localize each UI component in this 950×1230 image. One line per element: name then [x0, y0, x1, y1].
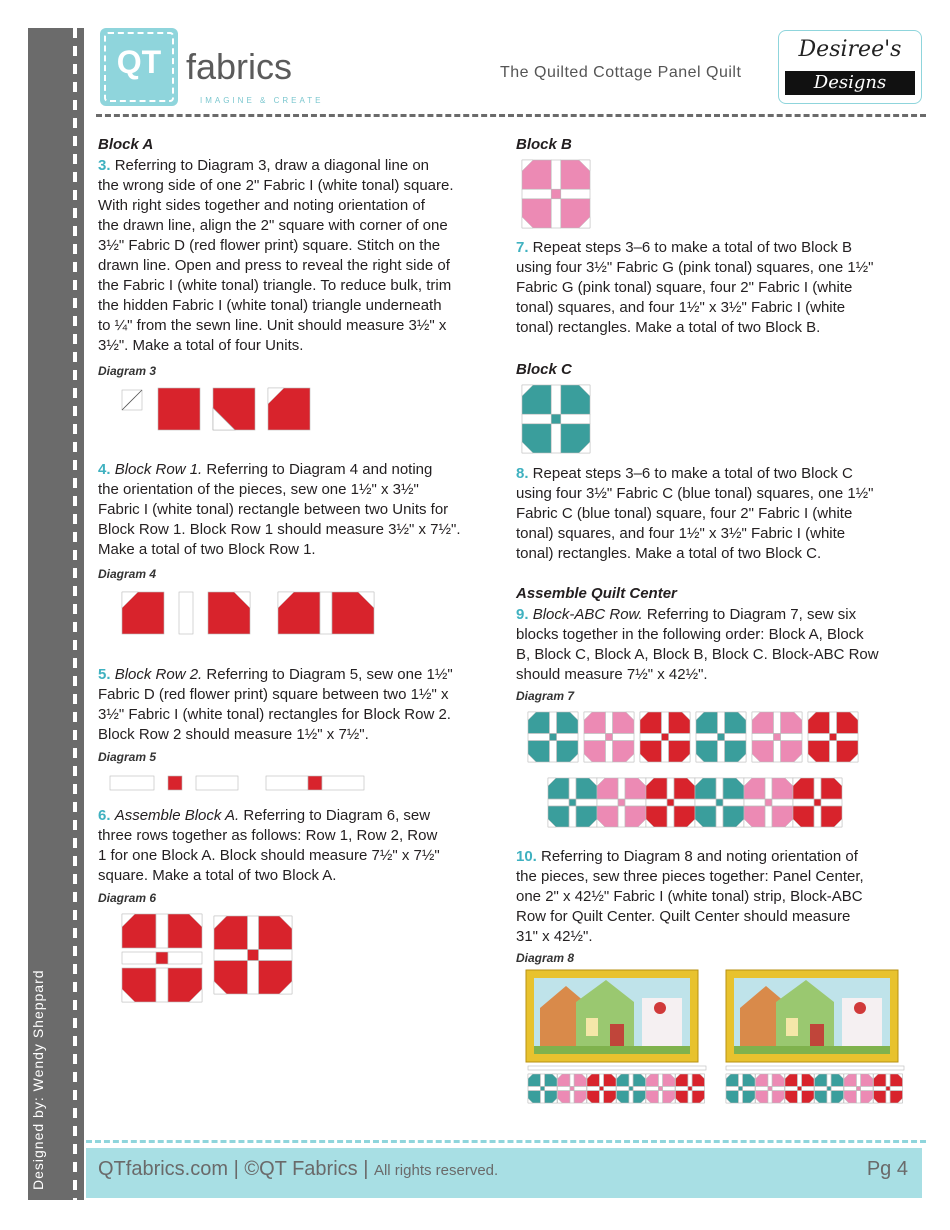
step-7-number: 7. — [516, 239, 529, 256]
white-rectangle — [561, 414, 590, 424]
white-rectangle — [726, 1086, 738, 1090]
white-rectangle — [861, 1086, 873, 1090]
white-rectangle — [569, 778, 576, 799]
document-title: The Quilted Cottage Panel Quilt — [500, 64, 742, 81]
fabrics-logo-text: fabrics — [186, 46, 293, 87]
step-4-line: Fabric I (white tonal) rectangle between two Units for — [98, 501, 449, 518]
step-7-text — [516, 238, 936, 338]
center-square — [606, 734, 613, 741]
white-rectangle — [662, 712, 669, 734]
diagram-8 — [526, 968, 916, 1108]
step-10-number: 10. — [516, 848, 537, 865]
panel-flower — [654, 1002, 666, 1014]
white-rectangle — [658, 1074, 662, 1086]
white-rectangle — [890, 1086, 902, 1090]
step-6-line: square. Make a total of two Block A. — [98, 867, 337, 884]
step-6-line: Referring to Diagram 6, sew — [239, 807, 431, 824]
white-strip — [528, 1066, 706, 1070]
step-3-line: 3½". Make a total of four Units. — [98, 337, 304, 354]
block-c-diagram — [522, 385, 592, 455]
step-5-line: Referring to Diagram 5, sew one 1½" — [202, 666, 453, 683]
step-8-line: tonal) squares, and four 1½" x 3½" Fabric I (white — [516, 525, 846, 542]
step-3-line: the drawn line, align the 2" square with corner of one — [98, 217, 448, 234]
white-rectangle — [618, 806, 625, 827]
step-3-line: to ¼" from the sewn line. Unit should measure 3½" x — [98, 317, 447, 334]
footer-bar — [86, 1148, 922, 1198]
designer-credit: Designed by: Wendy Sheppard — [30, 969, 46, 1190]
center-square — [768, 1086, 772, 1090]
diagram-5 — [110, 774, 370, 792]
logo-tagline: IMAGINE & CREATE — [200, 96, 324, 105]
white-rectangle — [569, 806, 576, 827]
diagram-6 — [122, 912, 302, 998]
white-rectangle — [584, 734, 606, 741]
white-rectangle — [886, 1074, 890, 1086]
house-window — [586, 1018, 598, 1036]
designer-logo-top: Desiree's — [798, 37, 902, 62]
white-rectangle — [110, 776, 154, 790]
step-5-line: Block Row 2 should measure 1½" x 7½". — [98, 726, 369, 743]
white-rectangle — [522, 414, 551, 424]
white-rectangle — [646, 799, 667, 806]
white-rectangle — [830, 712, 837, 734]
white-rectangle — [765, 806, 772, 827]
white-rectangle — [692, 1086, 704, 1090]
white-rectangle — [248, 960, 259, 994]
white-rectangle — [716, 806, 723, 827]
white-rectangle — [785, 1086, 797, 1090]
white-rectangle — [756, 1086, 768, 1090]
step-8-line: tonal) rectangles. Make a total of two Block C. — [516, 545, 822, 562]
center-square — [629, 1086, 633, 1090]
white-strip — [726, 1066, 904, 1070]
step-3-line: the Fabric I (white tonal) triangle. To reduce bulk, trim — [98, 277, 452, 294]
diagram-7 — [528, 712, 868, 832]
white-rectangle — [814, 806, 821, 827]
step-3-line: With right sides together and noting orientation of — [98, 197, 425, 214]
footer-rights: All rights reserved. — [373, 1162, 499, 1179]
panel-grass — [534, 1046, 690, 1054]
center-square — [856, 1086, 860, 1090]
step-5-title: Block Row 2. — [114, 666, 203, 683]
white-rectangle — [768, 1074, 772, 1086]
white-rectangle — [667, 778, 674, 799]
step-3-text — [98, 156, 508, 356]
house-window — [786, 1018, 798, 1036]
white-rectangle — [551, 160, 561, 189]
step-5-line: 3½" Fabric I (white tonal) rectangles for Block Row 2. — [98, 706, 451, 723]
left-sidebar-bar — [28, 28, 84, 1200]
desirees-designs-logo — [778, 30, 922, 104]
white-rectangle — [752, 734, 774, 741]
footer-separator: | — [363, 1158, 369, 1180]
step-7-line: tonal) rectangles. Make a total of two Block B. — [516, 319, 821, 336]
center-square — [830, 734, 837, 741]
step-6-line: three rows together as follows: Row 1, Row 2, Row — [98, 827, 438, 844]
white-rectangle — [743, 1086, 755, 1090]
white-rectangle — [738, 1074, 742, 1086]
center-square — [774, 734, 781, 741]
white-rectangle — [629, 1091, 633, 1103]
white-rectangle — [196, 776, 238, 790]
step-7-line: using four 3½" Fabric G (pink tonal) squares, one 1½" — [516, 259, 874, 276]
center-square — [618, 799, 625, 806]
step-10-line: Row for Quilt Center. Quilt Center should measure — [516, 908, 851, 925]
white-rectangle — [774, 712, 781, 734]
white-rectangle — [618, 778, 625, 799]
white-rectangle — [545, 1086, 557, 1090]
block-b-diagram — [522, 160, 592, 230]
white-rectangle — [663, 1086, 675, 1090]
footer-site-link[interactable]: QTfabrics.com — [98, 1158, 229, 1180]
white-rectangle — [844, 1086, 856, 1090]
panel-flower — [854, 1002, 866, 1014]
white-rectangle — [827, 1074, 831, 1086]
white-rectangle — [856, 1091, 860, 1103]
step-4-line: Block Row 1. Block Row 1 should measure 3½" x 7½". — [98, 521, 461, 538]
step-3-line: the wrong side of one 2" Fabric I (white tonal) square. — [98, 177, 454, 194]
center-square — [599, 1086, 603, 1090]
white-rectangle — [744, 799, 765, 806]
white-rectangle — [606, 712, 613, 734]
step-10-line: one 2" x 42½" Fabric I (white tonal) strip, Block-ABC — [516, 888, 863, 905]
white-rectangle — [676, 1086, 688, 1090]
white-rectangle — [856, 1074, 860, 1086]
white-rectangle — [557, 734, 579, 741]
designer-logo-bottom: Designs — [785, 71, 915, 95]
white-rectangle — [599, 1091, 603, 1103]
white-rectangle — [772, 799, 793, 806]
white-rectangle — [599, 1074, 603, 1086]
white-rectangle — [528, 734, 550, 741]
step-4-title: Block Row 1. — [114, 461, 203, 478]
step-9-line: B, Block C, Block A, Block B, Block C. Block-ABC Row — [516, 646, 879, 663]
step-4-text — [98, 460, 518, 560]
step-9-number: 9. — [516, 606, 529, 623]
step-8-line: using four 3½" Fabric C (blue tonal) squares, one 1½" — [516, 485, 874, 502]
step-3-number: 3. — [98, 157, 111, 174]
red-square — [168, 776, 182, 790]
diagram-7-caption: Diagram 7 — [516, 689, 575, 703]
qt-logo-text: QT — [116, 44, 162, 80]
step-7-line: Repeat steps 3–6 to make a total of two Block B — [528, 239, 853, 256]
center-square — [248, 950, 259, 961]
center-square — [551, 414, 561, 424]
step-10-text — [516, 847, 936, 947]
footer-credits — [98, 1158, 498, 1181]
step-5-text — [98, 665, 518, 745]
panel-grass — [734, 1046, 890, 1054]
white-rectangle — [772, 1086, 784, 1090]
white-rectangle — [548, 799, 569, 806]
white-rectangle — [156, 968, 168, 1002]
diagram-3-caption: Diagram 3 — [98, 364, 157, 378]
footer-separator: | — [233, 1158, 239, 1180]
white-rectangle — [540, 1091, 544, 1103]
center-square — [738, 1086, 742, 1090]
white-rectangle — [886, 1091, 890, 1103]
white-rectangle — [768, 1091, 772, 1103]
red-square — [308, 776, 322, 790]
diagram-6-caption: Diagram 6 — [98, 891, 157, 905]
footer-divider — [86, 1140, 926, 1143]
center-square — [765, 799, 772, 806]
white-rectangle — [781, 734, 803, 741]
white-rectangle — [696, 734, 718, 741]
white-rectangle — [662, 741, 669, 763]
white-rectangle — [606, 741, 613, 763]
step-10-line: the pieces, sew three pieces together: Panel Center, — [516, 868, 864, 885]
white-rectangle — [802, 1086, 814, 1090]
white-rectangle — [725, 734, 747, 741]
white-rectangle — [597, 799, 618, 806]
diagram-4 — [122, 590, 382, 636]
center-square — [814, 799, 821, 806]
step-7-line: Fabric G (pink tonal) square, four 2" Fabric I (white — [516, 279, 853, 296]
center-square — [551, 189, 561, 199]
white-rectangle — [718, 712, 725, 734]
step-4-number: 4. — [98, 461, 111, 478]
white-rectangle — [540, 1074, 544, 1086]
white-rectangle — [617, 1086, 629, 1090]
center-square — [718, 734, 725, 741]
step-6-number: 6. — [98, 807, 111, 824]
white-rectangle — [640, 734, 662, 741]
white-rectangle — [674, 799, 695, 806]
white-rectangle — [808, 734, 830, 741]
center-square — [662, 734, 669, 741]
center-square — [688, 1086, 692, 1090]
white-rectangle — [629, 1074, 633, 1086]
step-3-line: Referring to Diagram 3, draw a diagonal line on — [114, 157, 430, 174]
center-square — [540, 1086, 544, 1090]
white-rectangle — [837, 734, 859, 741]
step-3-line: 3½" Fabric D (red flower print) square. Stitch on the — [98, 237, 441, 254]
white-rectangle — [797, 1074, 801, 1086]
white-rectangle — [774, 741, 781, 763]
white-rectangle — [830, 741, 837, 763]
step-9-line: Referring to Diagram 7, sew six — [642, 606, 857, 623]
white-rectangle — [156, 914, 168, 948]
diagram-5-caption: Diagram 5 — [98, 750, 157, 764]
step-10-line: 31" x 42½". — [516, 928, 593, 945]
white-rectangle — [322, 776, 364, 790]
center-square — [156, 952, 168, 964]
step-7-line: tonal) squares, and four 1½" x 3½" Fabric I (white — [516, 299, 846, 316]
white-rectangle — [667, 806, 674, 827]
diagram-3 — [120, 388, 330, 434]
white-rectangle — [258, 950, 292, 961]
white-rectangle — [688, 1074, 692, 1086]
white-rectangle — [576, 799, 597, 806]
diagram-4-caption: Diagram 4 — [98, 567, 157, 581]
center-square — [827, 1086, 831, 1090]
white-rectangle — [723, 799, 744, 806]
white-rectangle — [827, 1091, 831, 1103]
white-rectangle — [831, 1086, 843, 1090]
step-5-number: 5. — [98, 666, 111, 683]
step-9-line: should measure 7½" x 42½". — [516, 666, 708, 683]
center-square — [797, 1086, 801, 1090]
white-rectangle — [604, 1086, 616, 1090]
white-rectangle — [765, 778, 772, 799]
step-9-text — [516, 605, 936, 685]
white-rectangle — [551, 385, 561, 414]
center-square — [658, 1086, 662, 1090]
step-9-line: blocks together in the following order: Block A, Block — [516, 626, 864, 643]
white-rectangle — [633, 1086, 645, 1090]
step-4-line: Referring to Diagram 4 and noting — [202, 461, 433, 478]
white-rectangle — [266, 776, 308, 790]
fabric-square — [158, 388, 200, 430]
white-rectangle — [874, 1086, 886, 1090]
white-rectangle — [179, 592, 193, 634]
center-square — [550, 734, 557, 741]
white-rectangle — [658, 1091, 662, 1103]
block-c-heading: Block C — [516, 361, 572, 378]
white-rectangle — [551, 199, 561, 228]
white-rectangle — [214, 950, 248, 961]
step-9-title: Block-ABC Row. — [532, 606, 643, 623]
step-6-title: Assemble Block A. — [114, 807, 240, 824]
assemble-heading: Assemble Quilt Center — [516, 585, 677, 602]
white-rectangle — [716, 778, 723, 799]
white-rectangle — [646, 1086, 658, 1090]
center-square — [667, 799, 674, 806]
white-rectangle — [718, 741, 725, 763]
header-divider — [96, 114, 926, 117]
white-rectangle — [122, 952, 156, 964]
white-rectangle — [738, 1091, 742, 1103]
footer-copyright: ©QT Fabrics — [244, 1158, 358, 1180]
white-rectangle — [561, 189, 590, 199]
white-rectangle — [821, 799, 842, 806]
white-rectangle — [550, 741, 557, 763]
white-rectangle — [815, 1086, 827, 1090]
white-rectangle — [248, 916, 259, 950]
step-3-line: drawn line. Open and press to reveal the right side of — [98, 257, 450, 274]
white-rectangle — [528, 1086, 540, 1090]
step-8-text — [516, 464, 936, 564]
white-rectangle — [574, 1086, 586, 1090]
white-rectangle — [688, 1091, 692, 1103]
center-square — [716, 799, 723, 806]
step-6-line: 1 for one Block A. Block should measure 7½" x 7½" — [98, 847, 440, 864]
white-rectangle — [570, 1091, 574, 1103]
step-5-line: Fabric D (red flower print) square between two 1½" x — [98, 686, 449, 703]
white-rectangle — [522, 189, 551, 199]
white-rectangle — [570, 1074, 574, 1086]
step-8-number: 8. — [516, 465, 529, 482]
white-rectangle — [168, 952, 202, 964]
white-rectangle — [625, 799, 646, 806]
white-rectangle — [320, 592, 332, 634]
step-10-line: Referring to Diagram 8 and noting orientation of — [536, 848, 858, 865]
center-square — [886, 1086, 890, 1090]
white-rectangle — [814, 778, 821, 799]
block-b-heading: Block B — [516, 136, 572, 153]
block-a-heading: Block A — [98, 136, 154, 153]
page-number: Pg 4 — [866, 1158, 908, 1180]
white-rectangle — [551, 424, 561, 453]
step-8-line: Fabric C (blue tonal) square, four 2" Fabric I (white — [516, 505, 853, 522]
step-6-text — [98, 806, 518, 886]
white-rectangle — [558, 1086, 570, 1090]
center-square — [570, 1086, 574, 1090]
white-rectangle — [613, 734, 635, 741]
diagram-8-caption: Diagram 8 — [516, 951, 575, 965]
step-3-line: the hidden Fabric I (white tonal) triangle underneath — [98, 297, 442, 314]
white-rectangle — [695, 799, 716, 806]
step-4-line: Make a total of two Block Row 1. — [98, 541, 316, 558]
white-rectangle — [669, 734, 691, 741]
white-rectangle — [793, 799, 814, 806]
white-rectangle — [550, 712, 557, 734]
sidebar-dashed-line — [73, 28, 77, 1200]
step-8-line: Repeat steps 3–6 to make a total of two Block C — [528, 465, 853, 482]
center-square — [569, 799, 576, 806]
white-rectangle — [587, 1086, 599, 1090]
white-rectangle — [797, 1091, 801, 1103]
step-4-line: the orientation of the pieces, sew one 1½" x 3½" — [98, 481, 419, 498]
